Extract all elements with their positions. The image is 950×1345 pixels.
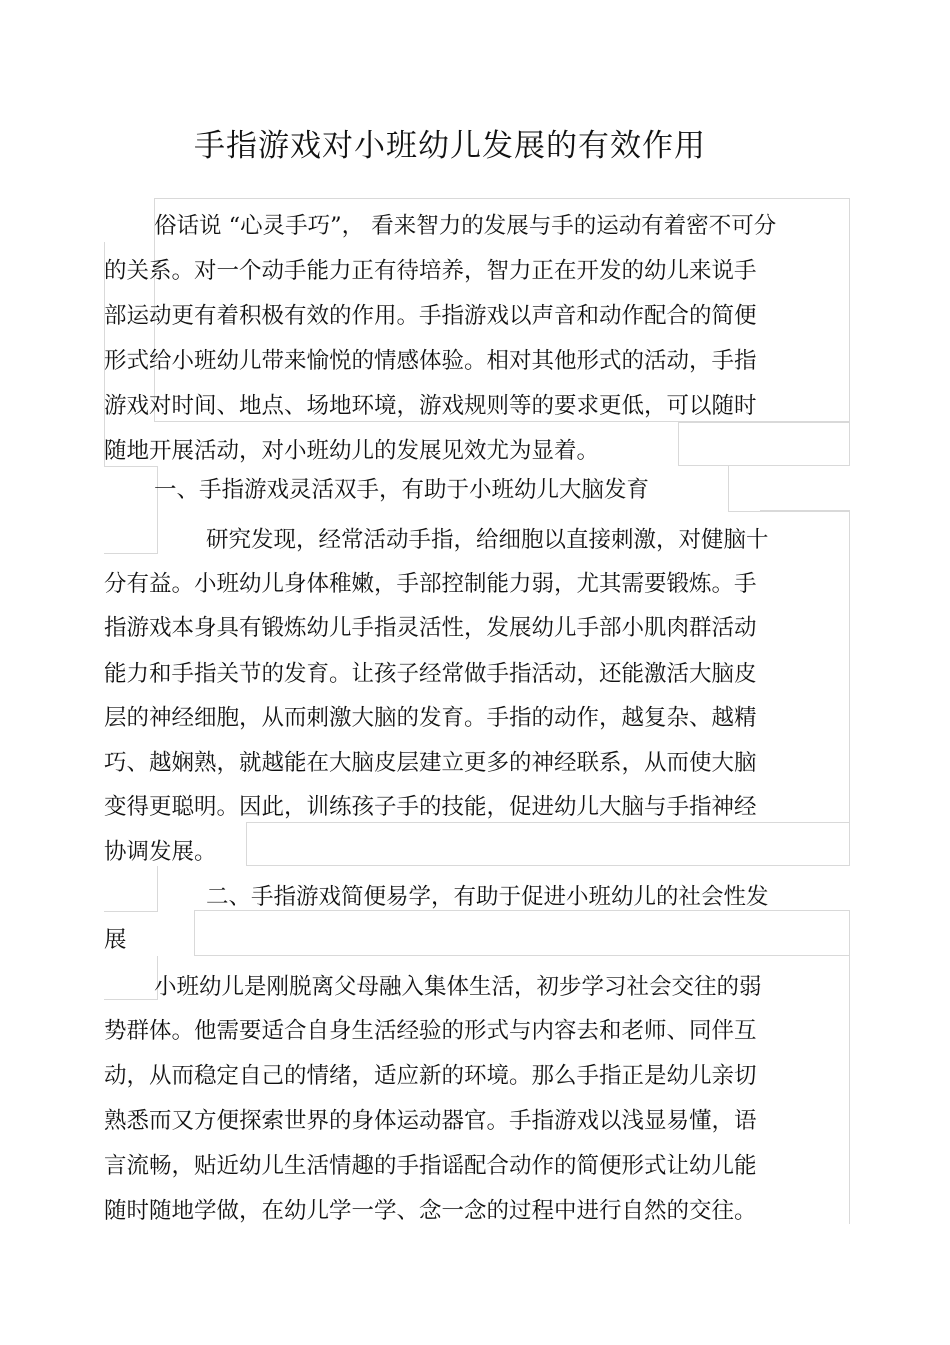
paragraph-line: 言流畅，贴近幼儿生活情趣的手指谣配合动作的简便形式让幼儿能 — [104, 1153, 757, 1179]
paragraph-line: 能力和手指关节的发育。让孩子经常做手指活动，还能激活大脑皮 — [104, 661, 757, 687]
paragraph-line: 随地开展活动，对小班幼儿的发展见效尤为显着。 — [104, 438, 600, 464]
text-frame — [194, 910, 850, 956]
text-frame — [104, 956, 158, 1000]
paragraph-line: 俗话说 “心灵手巧”， 看来智力的发展与手的运动有着密不可分 — [154, 213, 777, 239]
section-heading: 一、手指游戏灵活双手，有助于小班幼儿大脑发育 — [154, 477, 650, 503]
paragraph-line: 层的神经细胞，从而刺激大脑的发育。手指的动作，越复杂、越精 — [104, 705, 757, 731]
paragraph-line: 研究发现，经常活动手指，给细胞以直接刺激，对健脑十 — [206, 527, 769, 553]
paragraph-line: 随时随地学做，在幼儿学一学、念一念的过程中进行自然的交往。 — [104, 1198, 757, 1224]
section-heading: 展 — [104, 927, 127, 953]
text-frame — [104, 866, 158, 912]
text-frame — [728, 466, 850, 512]
section-heading: 二、手指游戏简便易学，有助于促进小班幼儿的社会性发 — [206, 884, 769, 910]
paragraph-line: 巧、越娴熟，就越能在大脑皮层建立更多的神经联系，从而使大脑 — [104, 750, 757, 776]
text-frame — [678, 422, 850, 466]
text-frame — [246, 822, 850, 866]
paragraph-line: 分有益。小班幼儿身体稚嫩，手部控制能力弱，尤其需要锻炼。手 — [104, 571, 757, 597]
paragraph-line: 变得更聪明。因此，训练孩子手的技能，促进幼儿大脑与手指神经 — [104, 794, 757, 820]
paragraph-line: 小班幼儿是刚脱离父母融入集体生活，初步学习社会交往的弱 — [154, 974, 762, 1000]
text-frame — [760, 510, 850, 822]
paragraph-line: 熟悉而又方便探索世界的身体运动器官。手指游戏以浅显易懂，语 — [104, 1108, 757, 1134]
paragraph-line: 指游戏本身具有锻炼幼儿手指灵活性，发展幼儿手部小肌肉群活动 — [104, 615, 757, 641]
paragraph-line: 的关系。对一个动手能力正有待培养，智力正在开发的幼儿来说手 — [104, 258, 757, 284]
paragraph-line: 形式给小班幼儿带来愉悦的情感体验。相对其他形式的活动，手指 — [104, 348, 757, 374]
text-frame — [104, 466, 158, 554]
paragraph-line: 部运动更有着积极有效的作用。手指游戏以声音和动作配合的简便 — [104, 303, 757, 329]
paragraph-line: 动，从而稳定自己的情绪，适应新的环境。那么手指正是幼儿亲切 — [104, 1063, 757, 1089]
paragraph-line: 游戏对时间、地点、场地环境，游戏规则等的要求更低，可以随时 — [104, 393, 757, 419]
document-title: 手指游戏对小班幼儿发展的有效作用 — [194, 128, 706, 164]
paragraph-line: 协调发展。 — [104, 839, 217, 865]
paragraph-line: 势群体。他需要适合自身生活经验的形式与内容去和老师、同伴互 — [104, 1018, 757, 1044]
text-frame — [776, 956, 850, 1224]
